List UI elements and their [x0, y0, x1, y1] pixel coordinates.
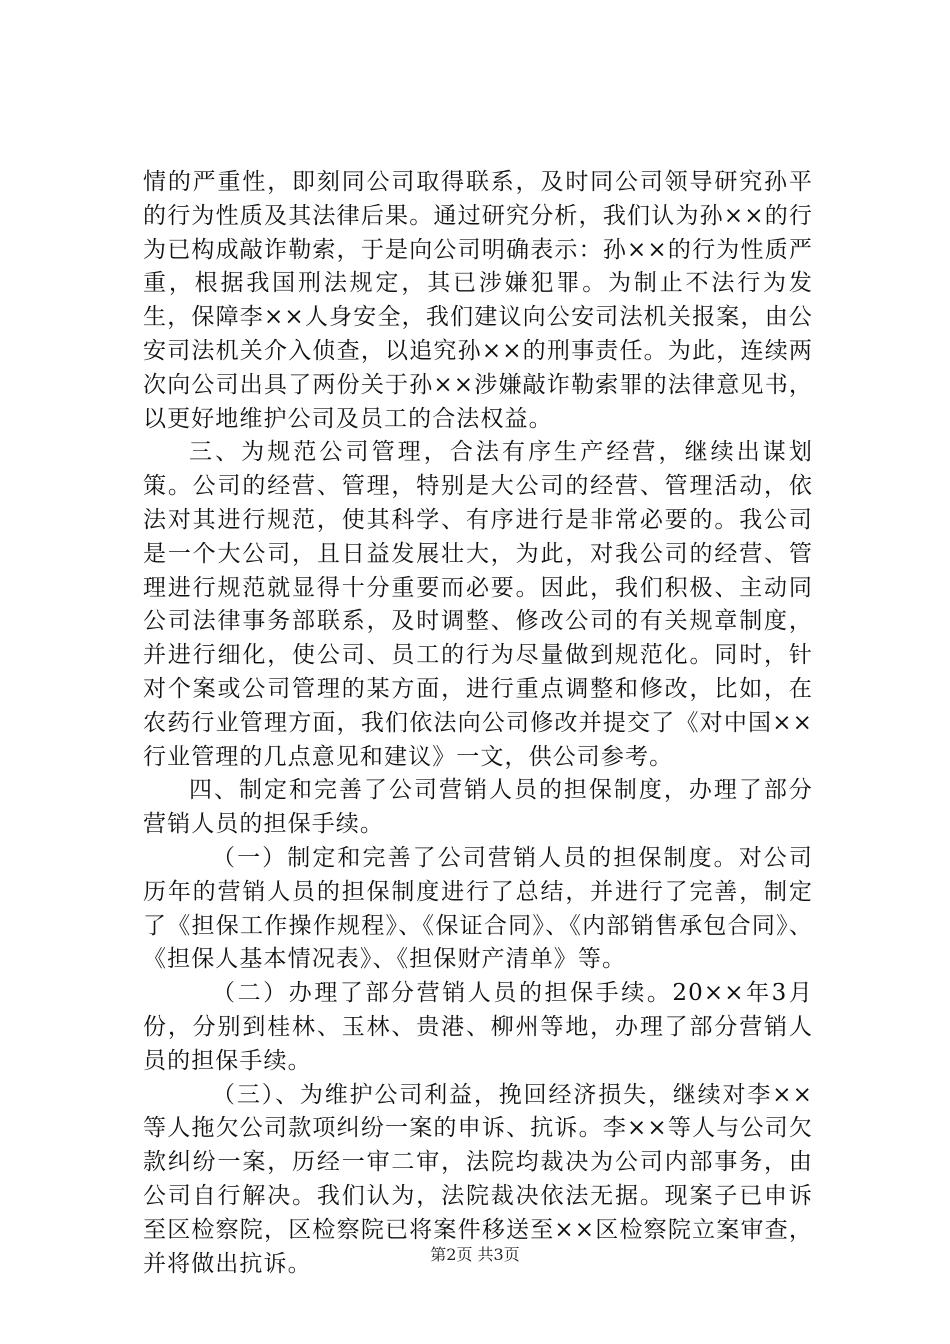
paragraph-section-four: 四、制定和完善了公司营销人员的担保制度，办理了部分营销人员的担保手续。 [143, 777, 813, 838]
paragraph-section-three: 三、为规范公司管理，合法有序生产经营，继续出谋划策。公司的经营、管理，特别是大公司的经营、管理活动，依法对其进行规范，使其科学、有序进行是非常必要的。我公司是一个大公司，且日益发展壮大，为此，对我公司的经营、管理进行规范就显得十分重要而必要。因此，我们积极、主动同公司法律事务部联系，及时调整、修改公司的有关规章制度，并进行细化，使公司、员工的行为尽量做到规范化。同时，针对个案或公司管理的某方面，进行重点调整和修改，比如，在农药行业管理方面，我们依法向公司修改并提交了《对中国××行业管理的几点意见和建议》一文，供公司参考。 [143, 439, 813, 770]
paragraph-subsection-one: （一）制定和完善了公司营销人员的担保制度。对公司历年的营销人员的担保制度进行了总结，并进行了完善，制定了《担保工作操作规程》、《保证合同》、《内部销售承包合同》、《担保人基本情况表》、《担保财产清单》等。 [143, 844, 813, 973]
paragraph-continuation: 情的严重性，即刻同公司取得联系，及时同公司领导研究孙平的行为性质及其法律后果。通过研究分析，我们认为孙××的行为已构成敲诈勒索，于是向公司明确表示：孙××的行为性质严重，根据我国刑法规定，其已涉嫌犯罪。为制止不法行为发生，保障李××人身安全，我们建议向公安司法机关报案，由公安司法机关介入侦查，以追究孙××的刑事责任。为此，连续两次向公司出具了两份关于孙××涉嫌敲诈勒索罪的法律意见书，以更好地维护公司及员工的合法权益。 [143, 169, 813, 432]
paragraph-subsection-two: （二）办理了部分营销人员的担保手续。20××年3月份，分别到桂林、玉林、贵港、柳州等地，办理了部分营销人员的担保手续。 [143, 980, 813, 1074]
document-body [143, 166, 813, 1281]
page-footer: 第2页 共3页 [430, 1245, 520, 1264]
paragraph-subsection-three: （三）、为维护公司利益，挽回经济损失，继续对李××等人拖欠公司款项纠纷一案的申诉、抗诉。李××等人与公司欠款纠纷一案，历经一审二审，法院均裁决为公司内部事务，由公司自行解决。我们认为，法院裁决依法无据。现案子已申诉至区检察院，区检察院已将案件移送至××区检察院立案审查，并将做出抗诉。 [143, 1081, 813, 1277]
